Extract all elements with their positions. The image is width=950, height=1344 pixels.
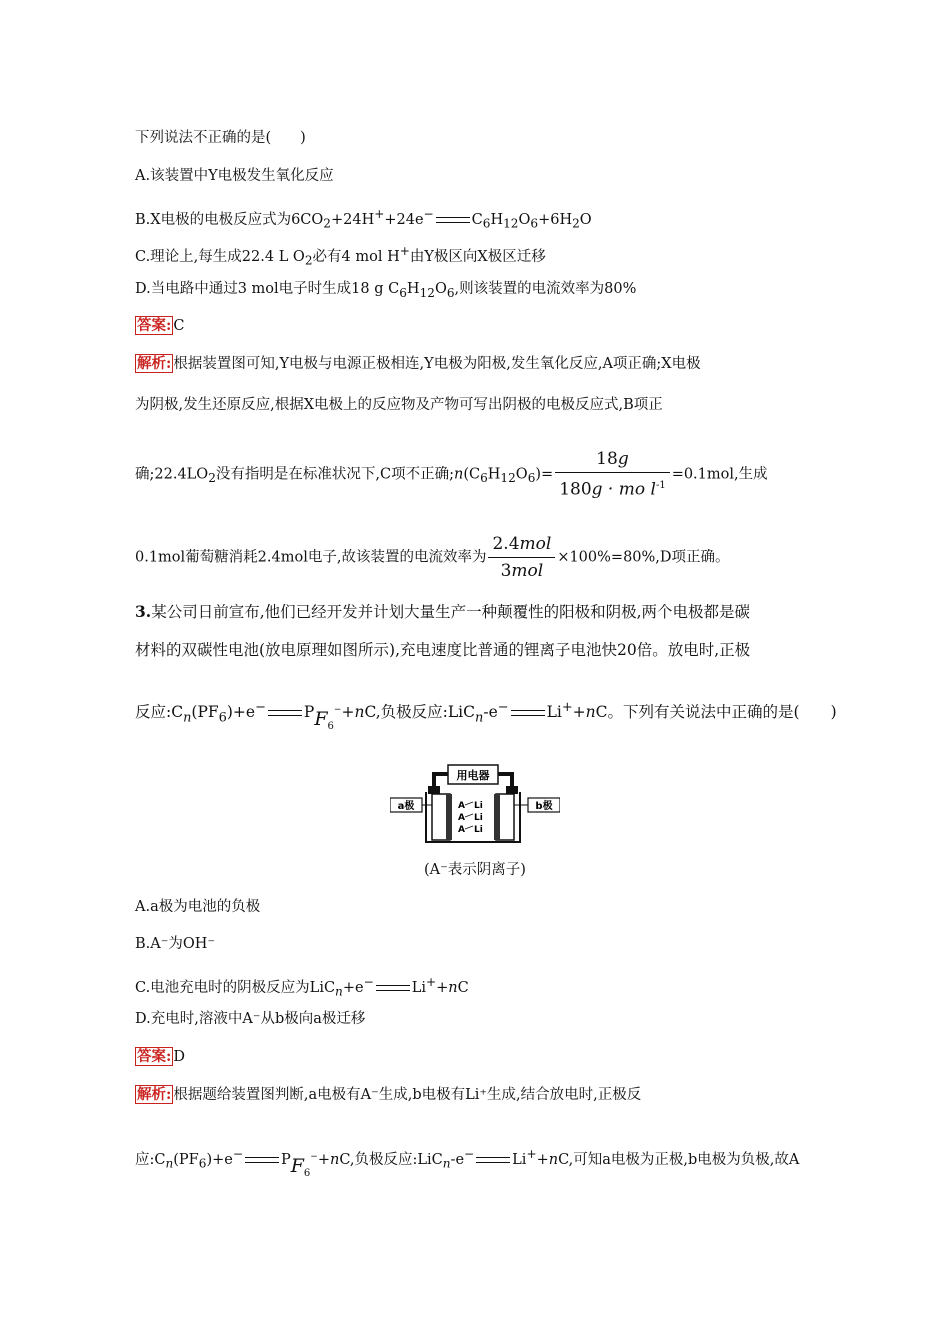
fraction-current-efficiency: $\frac{\text{2.4mol}}{\text{3mol}}$ <box>488 532 555 583</box>
electrode-a-label: a极 <box>397 801 415 812</box>
q2-option-c: C.理论上,每生成22.4 L $O_2$必有4 mol H+由Y极区向X极区迁移 <box>135 244 546 268</box>
q2-option-a: A.该装置中Y电极发生氧化反应 <box>135 168 334 184</box>
equals-arrow-icon <box>268 710 302 716</box>
q3-answer: 答案: D <box>137 1048 185 1065</box>
q2-option-d: D.当电路中通过3 mol电子时生成18 g $C_6H_{12}O_6$,则该装置的电流效率为80% <box>135 281 637 300</box>
equals-arrow-icon <box>376 985 410 991</box>
q3-option-d: D.充电时,溶液中A⁻从b极向a极迁移 <box>135 1011 366 1027</box>
q2-stem: 下列说法不正确的是( ) <box>135 130 306 146</box>
q3-stem-line-2: 材料的双碳性电池(放电原理如图所示),充电速度比普通的锂离子电池快20倍。放电时,正极 <box>135 641 751 659</box>
q2-analysis-line-2: 为阴极,发生还原反应,根据X电极上的反应物及产物可写出阴极的电极反应式,B项正 <box>135 397 663 413</box>
answer-tag: 答案: <box>137 317 172 334</box>
q3-option-a: A.a极为电池的负极 <box>135 899 261 915</box>
equals-arrow-icon <box>511 710 545 716</box>
figure-caption: (A⁻表示阴离子) <box>424 862 526 878</box>
battery-discharge-diagram <box>390 764 560 848</box>
anion-1: A <box>458 801 465 811</box>
q3-option-b: B.A⁻为OH⁻ <box>135 936 216 952</box>
answer-tag: 答案: <box>137 1048 172 1065</box>
q2-analysis-line-1: 解析: 根据装置图可知,Y电极与电源正极相连,Y电极为阳极,发生氧化反应,A项正确;X电极 <box>137 355 701 372</box>
equals-arrow-icon <box>436 217 470 223</box>
li-ion-2: Li <box>474 813 483 823</box>
analysis-tag: 解析: <box>137 355 172 372</box>
li-ion-3: Li <box>474 825 483 835</box>
q2-answer: 答案: C <box>137 317 185 334</box>
equals-arrow-icon <box>476 1157 510 1163</box>
fraction-glucose-moles: $\frac{18g}{180g \cdot mo l^{-1}}$ <box>555 447 670 502</box>
analysis-tag: 解析: <box>137 1086 172 1103</box>
electrode-b-label: b极 <box>535 801 553 812</box>
q2-option-b: B.X电极的电极反应式为$6CO_2+24H^++24e^-$ $C_6H_{12}O_6+6H_2O$ <box>135 207 592 231</box>
equals-arrow-icon <box>245 1157 279 1163</box>
q2-analysis-line-4: 0.1mol葡萄糖消耗2.4mol电子,故该装置的电流效率为 $\frac{\text{2.4mol}}{\text{3mol}}$ ×100%=80%,D项正确。 <box>135 534 730 581</box>
anion-2: A <box>458 813 465 823</box>
q3-stem-line-1: 3.某公司日前宣布,他们已经开发并计划大量生产一种颠覆性的阳极和阴极,两个电极都是碳 <box>135 602 751 621</box>
anion-3: A <box>458 825 465 835</box>
q3-option-c: C.电池充电时的阴极反应为LiC$_n$+e− Li++nC <box>135 975 469 999</box>
q3-analysis-line-2: 应$:C_n(PF_6)+e^-$ $PF_6^-+nC$,负极反应:LiC$_n$-e− Li++nC,可知a电极为正极,b电极为负极,故A <box>135 1147 800 1179</box>
device-label: 用电器 <box>456 769 490 782</box>
q2-analysis-line-3: 确$;22.4LO_2$没有指明是在标准状况下,C项不正确$;n(C_6H_{12}O_6)=$ $\frac{18g}{180g \cdot mo l^{-1}}$ =0.1mol,生成 <box>135 449 768 500</box>
right-wire <box>498 774 512 788</box>
ion-migration <box>458 801 483 835</box>
li-ion-1: Li <box>474 801 483 811</box>
left-wire <box>434 774 448 788</box>
q3-analysis-line-1: 解析: 根据题给装置图判断,a电极有A⁻生成,b电极有Li⁺生成,结合放电时,正极反 <box>137 1086 642 1103</box>
q3-stem-line-3: 反应$:C_n(PF_6)+e^-$ $PF_6^-+nC$,负极反应:LiC$_n$-e− Li++nC。下列有关说法中正确的是( ) <box>135 700 837 733</box>
